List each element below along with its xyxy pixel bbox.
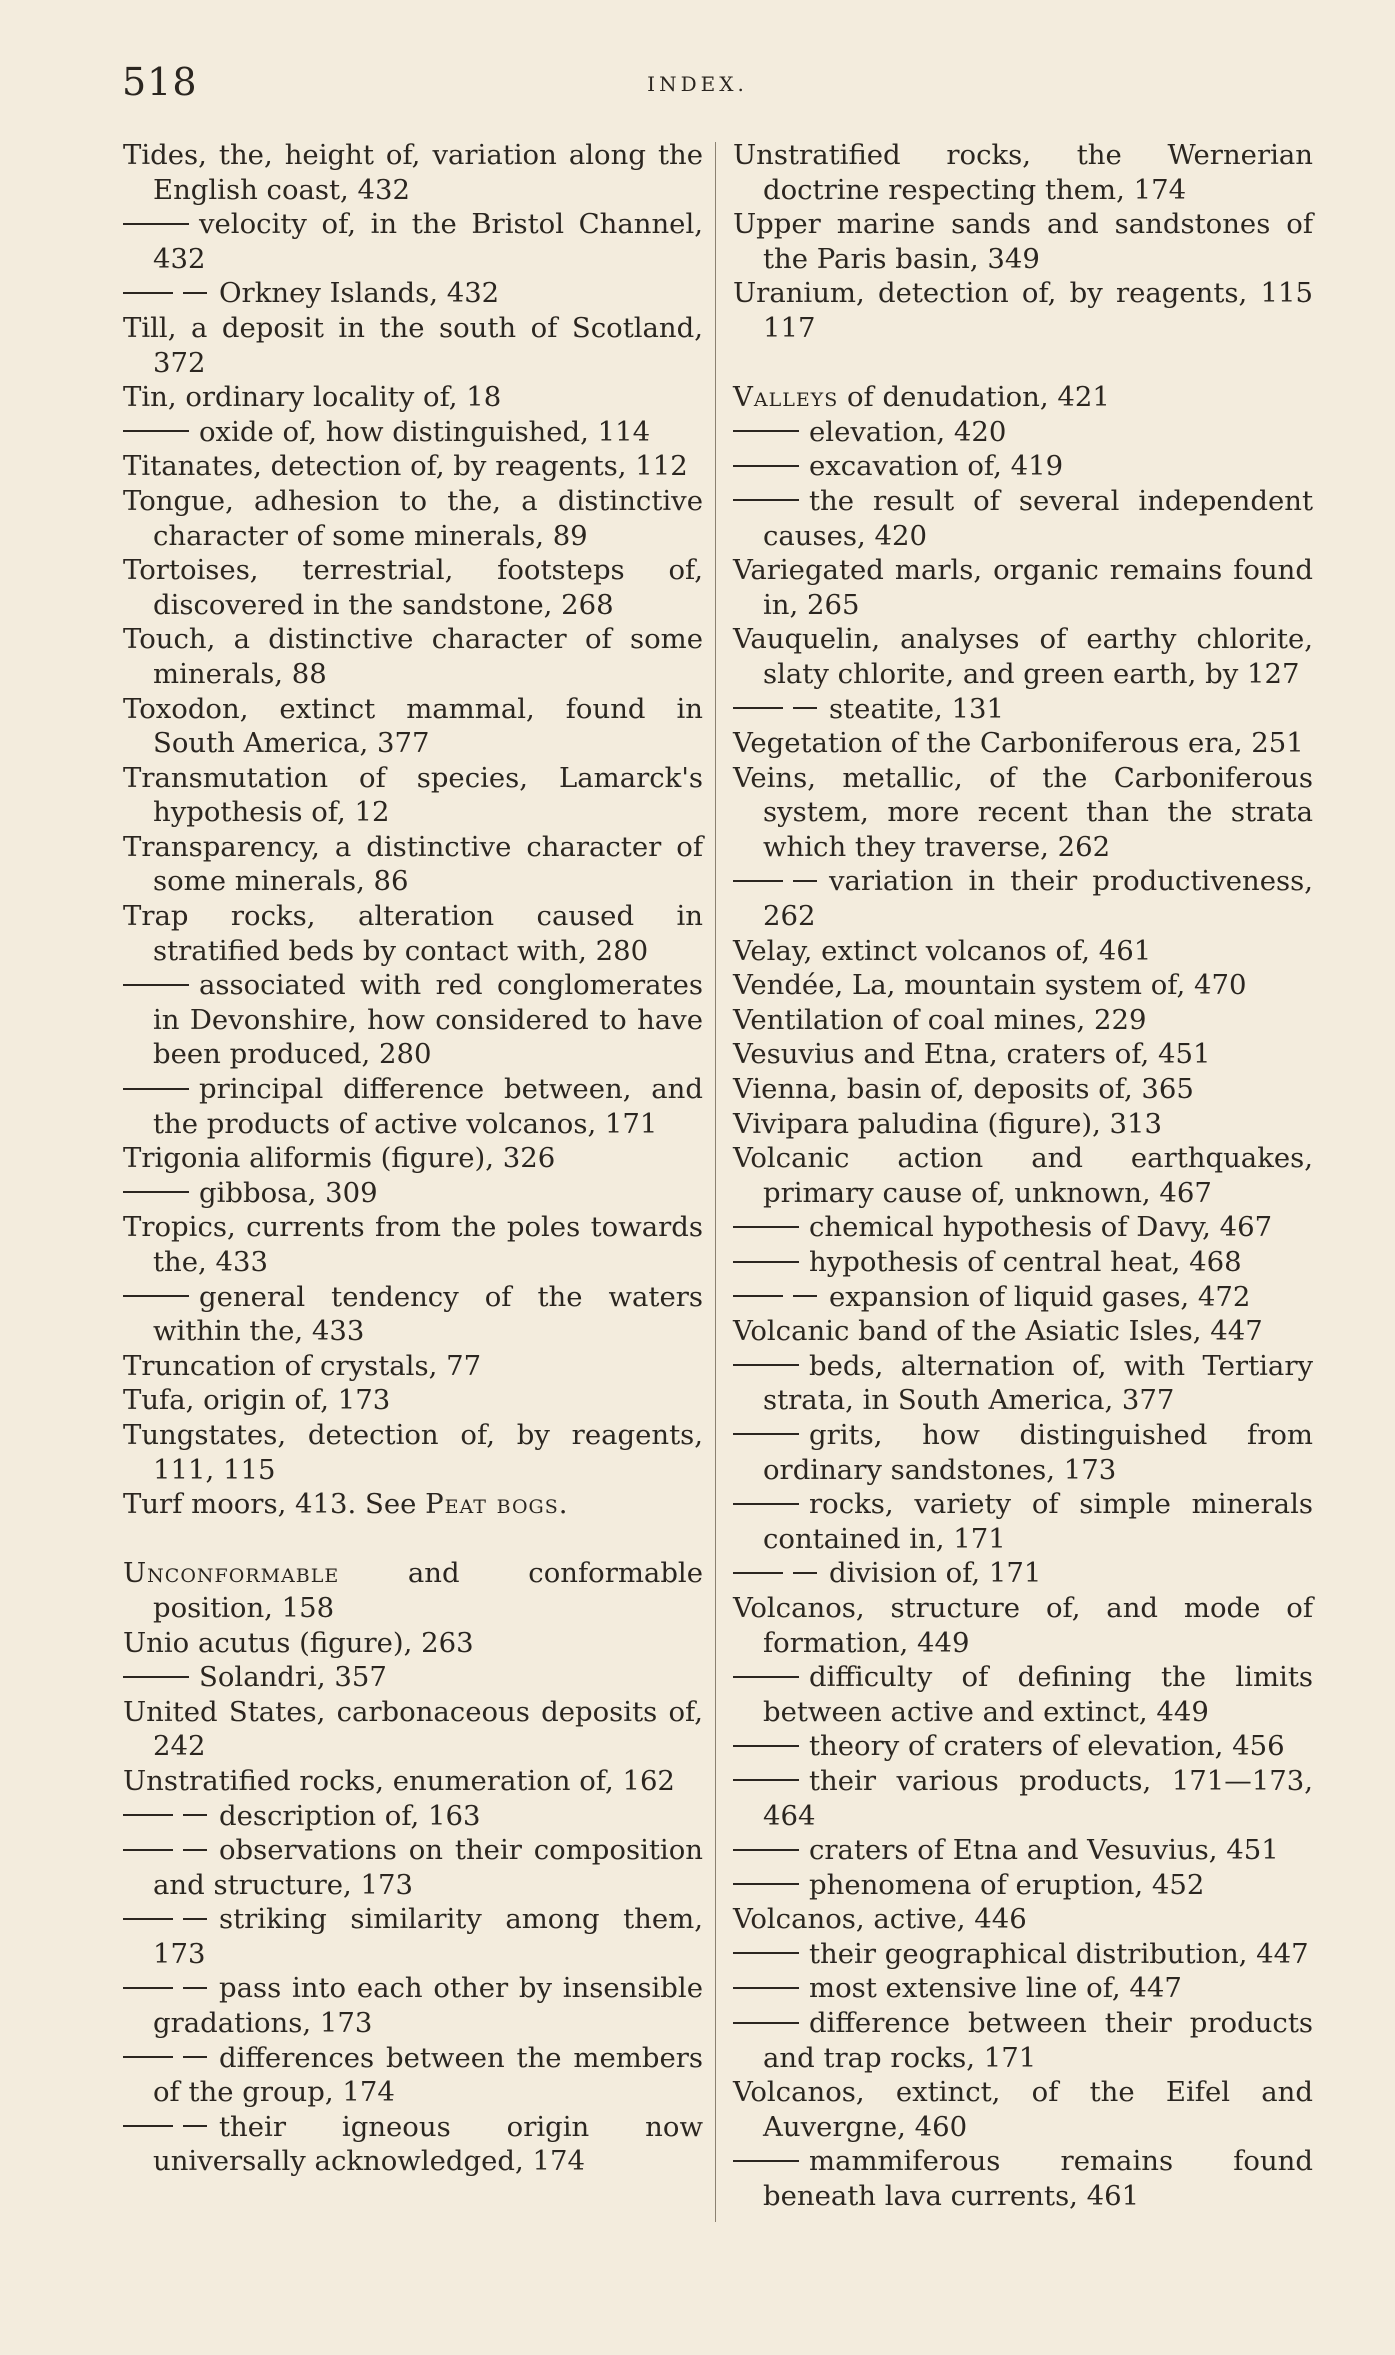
entry-text: difficulty of defining the limits between active and extinct, 449 [763, 1661, 1313, 1728]
index-subentry [123, 1799, 703, 1834]
index-entry [123, 1487, 703, 1522]
entry-text: variation in their productiveness, 262 [763, 865, 1313, 933]
entry-text: Vendée, La, mountain system of, 470 [733, 969, 1247, 1002]
entry-text: Orkney Islands, 432 [219, 277, 500, 310]
index-column-left [123, 138, 703, 2179]
index-entry [123, 1764, 703, 1799]
index-subentry [733, 1280, 1313, 1315]
index-subentry [123, 1280, 703, 1349]
index-subentry [123, 1833, 703, 1902]
index-entry [123, 1695, 703, 1764]
section-gap [123, 1522, 703, 1557]
entry-text: Tufa, origin of, 173 [123, 1384, 391, 1417]
index-subentry [733, 1245, 1313, 1280]
entry-text: division of, 171 [829, 1557, 1042, 1590]
entry-text: observations on their composition and structure, 173 [153, 1834, 703, 1901]
index-entry [123, 484, 703, 553]
entry-text: Trigonia aliformis (figure), 326 [123, 1142, 556, 1175]
index-subentry [733, 864, 1313, 933]
index-subentry [733, 1729, 1313, 1764]
index-entry [733, 622, 1313, 691]
ditto-dash [733, 499, 799, 501]
ditto-dash [733, 1779, 799, 1781]
entry-text: grits, how distinguished from ordinary sandstones, 173 [763, 1418, 1313, 1486]
running-head: INDEX. [647, 72, 748, 96]
entry-text: Ventilation of coal mines, 229 [733, 1003, 1147, 1036]
entry-text: Uranium, detection of, by reagents, 115 117 [733, 277, 1313, 344]
index-subentry [733, 415, 1313, 450]
index-entry [123, 1626, 703, 1661]
entry-text: most extensive line of, 447 [809, 1972, 1182, 2005]
index-subentry [123, 415, 703, 450]
entry-text: their geographical distribution, 447 [809, 1937, 1309, 1970]
ditto-dash [793, 1295, 817, 1297]
entry-text: Vauquelin, analyses of earthy chlorite, slaty chlorite, and green earth, by 127 [733, 623, 1313, 690]
index-subentry [123, 207, 703, 276]
entry-text: rocks, variety of simple minerals contained in, 171 [763, 1488, 1313, 1555]
entry-text: Volcanos, structure of, and mode of formation, 449 [733, 1591, 1313, 1659]
ditto-dash [733, 1261, 799, 1263]
entry-text: description of, 163 [219, 1799, 481, 1832]
entry-text: steatite, 131 [829, 692, 1004, 725]
index-entry [733, 1072, 1313, 1107]
index-entry [123, 1141, 703, 1176]
index-entry [733, 761, 1313, 865]
ditto-dash [793, 880, 817, 882]
index-subentry [733, 1764, 1313, 1833]
index-subentry [733, 2144, 1313, 2213]
ditto-dash [123, 292, 173, 294]
entry-text: their various products, 171—173, 464 [763, 1764, 1313, 1832]
index-entry [733, 1037, 1313, 1072]
entry-text: theory of craters of elevation, 456 [809, 1730, 1285, 1763]
ditto-dash [733, 465, 799, 467]
entry-text: Tropics, currents from the poles towards the, 433 [123, 1211, 703, 1278]
index-entry [123, 1556, 703, 1625]
index-entry [123, 622, 703, 691]
ditto-dash [733, 1952, 799, 1954]
section-gap [733, 346, 1313, 381]
ditto-dash [183, 1849, 207, 1851]
entry-text: Touch, a distinctive character of some minerals, 88 [123, 623, 703, 690]
ditto-dash [123, 1088, 189, 1090]
entry-text: hypothesis of central heat, 468 [809, 1246, 1242, 1278]
ditto-dash [733, 707, 783, 709]
entry-text: Volcanic band of the Asiatic Isles, 447 [733, 1315, 1263, 1348]
index-entry [123, 830, 703, 899]
entry-text: gibbosa, 309 [199, 1176, 378, 1209]
entry-text: Trap rocks, alteration caused in stratified beds by contact with, 280 [123, 900, 703, 967]
ditto-dash [733, 1849, 799, 1851]
ditto-dash [123, 1814, 173, 1816]
index-subentry [733, 1937, 1313, 1972]
index-entry [123, 1210, 703, 1279]
index-entry [123, 380, 703, 415]
ditto-dash [183, 1814, 207, 1816]
index-subentry [123, 1660, 703, 1695]
index-subentry [123, 2110, 703, 2179]
index-subentry [123, 1176, 703, 1211]
ditto-dash [733, 1503, 799, 1505]
index-subentry [733, 692, 1313, 727]
entry-text: Transparency, a distinctive character of some minerals, 86 [123, 830, 703, 898]
index-entry [123, 899, 703, 968]
index-entry [733, 1141, 1313, 1210]
column-divider [715, 142, 716, 2222]
index-entry [123, 138, 703, 207]
entry-text: Till, a deposit in the south of Scotland, 372 [123, 311, 703, 379]
entry-text: craters of Etna and Vesuvius, 451 [809, 1834, 1279, 1867]
ditto-dash [733, 1226, 799, 1228]
entry-text: Volcanic action and earthquakes, primary cause of, unknown, 467 [733, 1142, 1313, 1209]
index-entry [123, 1383, 703, 1418]
index-entry [733, 553, 1313, 622]
index-subentry [733, 1660, 1313, 1729]
entry-text: velocity of, in the Bristol Channel, 432 [153, 208, 703, 275]
ditto-dash [733, 1572, 783, 1574]
ditto-dash [733, 1364, 799, 1366]
entry-text: Turf moors, 413. See [123, 1488, 426, 1521]
entry-text: Unstratified rocks, enumeration of, 162 [123, 1764, 675, 1797]
index-subentry [733, 1868, 1313, 1903]
ditto-dash [123, 1849, 173, 1851]
ditto-dash [793, 1572, 817, 1574]
index-entry [123, 449, 703, 484]
index-entry [733, 934, 1313, 969]
entry-text: and conformable position, 158 [153, 1557, 703, 1624]
entry-text: Vegetation of the Carboniferous era, 251 [733, 727, 1304, 760]
entry-text: Variegated marls, organic remains found in, 265 [733, 554, 1313, 621]
entry-text: pass into each other by insensible gradations, 173 [153, 1972, 703, 2040]
ditto-dash [183, 2125, 207, 2127]
entry-text: Tides, the, height of, variation along the English coast, 432 [123, 139, 703, 206]
index-subentry [123, 1902, 703, 1971]
index-subentry [123, 276, 703, 311]
entry-text: expansion of liquid gases, 472 [829, 1280, 1251, 1313]
ditto-dash [183, 2056, 207, 2058]
index-subentry [733, 484, 1313, 553]
index-subentry [733, 1971, 1313, 2006]
ditto-dash [733, 1295, 783, 1297]
index-entry [733, 276, 1313, 345]
index-entry [733, 138, 1313, 207]
entry-text: Transmutation of species, Lamarck's hypothesis of, 12 [123, 761, 703, 829]
entry-text: the result of several independent causes, 420 [763, 484, 1313, 552]
index-entry [733, 207, 1313, 276]
entry-text: Vivipara paludina (figure), 313 [733, 1107, 1163, 1140]
ditto-dash [733, 1883, 799, 1885]
entry-text: Vienna, basin of, deposits of, 365 [733, 1073, 1194, 1106]
entry-text: Tongue, adhesion to the, a distinctive character of some minerals, 89 [123, 484, 703, 552]
entry-text: Veins, metallic, of the Carboniferous system, more recent than the strata which they traverse, 262 [733, 761, 1313, 863]
index-entry [733, 1314, 1313, 1349]
index-entry [733, 1591, 1313, 1660]
entry-text: differences between the members of the group, 174 [153, 2041, 703, 2109]
section-headword: Unconformable [123, 1557, 340, 1590]
ditto-dash [183, 1987, 207, 1989]
entry-text: excavation of, 419 [809, 450, 1064, 483]
index-entry [733, 968, 1313, 1003]
index-entry [733, 726, 1313, 761]
ditto-dash [123, 1676, 189, 1678]
entry-text: associated with red conglomerates in Devonshire, how considered to have been produced, 280 [153, 969, 703, 1071]
entry-text: Unio acutus (figure), 263 [123, 1626, 474, 1659]
entry-text: striking similarity among them, 173 [153, 1903, 703, 1970]
ditto-dash [123, 430, 189, 432]
index-entry [733, 2075, 1313, 2144]
ditto-dash [733, 1676, 799, 1678]
index-entry [123, 692, 703, 761]
entry-text: Solandri, 357 [199, 1661, 387, 1694]
ditto-dash [123, 1987, 173, 1989]
index-subentry [733, 1349, 1313, 1418]
entry-text: Unstratified rocks, the Wernerian doctrine respecting them, 174 [733, 139, 1313, 206]
index-entry [123, 1349, 703, 1384]
entry-text: chemical hypothesis of Davy, 467 [809, 1211, 1273, 1244]
index-entry [123, 1418, 703, 1487]
ditto-dash [733, 430, 799, 432]
index-subentry [733, 1210, 1313, 1245]
index-column-right [733, 138, 1313, 2214]
page-number: 518 [122, 60, 198, 104]
entry-text: Velay, extinct volcanos of, 461 [733, 934, 1152, 967]
ditto-dash [123, 984, 189, 986]
index-subentry [123, 2041, 703, 2110]
cross-reference: Peat bogs. [425, 1488, 569, 1521]
section-headword: Valleys [733, 381, 839, 414]
index-subentry [733, 2006, 1313, 2075]
ditto-dash [733, 1987, 799, 1989]
entry-text: mammiferous remains found beneath lava currents, 461 [763, 2145, 1313, 2213]
ditto-dash [123, 2056, 173, 2058]
index-subentry [733, 1487, 1313, 1556]
index-subentry [123, 1971, 703, 2040]
entry-text: Vesuvius and Etna, craters of, 451 [733, 1038, 1211, 1071]
ditto-dash [183, 1918, 207, 1920]
entry-text: Upper marine sands and sandstones of the Paris basin, 349 [733, 208, 1313, 275]
ditto-dash [123, 223, 189, 225]
index-entry [733, 380, 1313, 415]
index-subentry [733, 1556, 1313, 1591]
index-subentry [733, 1418, 1313, 1487]
entry-text: their igneous origin now universally acknowledged, 174 [153, 2110, 703, 2178]
entry-text: Toxodon, extinct mammal, found in South America, 377 [123, 692, 703, 760]
entry-text: Tungstates, detection of, by reagents, 111, 115 [123, 1418, 703, 1486]
entry-text: phenomena of eruption, 452 [809, 1868, 1205, 1901]
entry-text: Tortoises, terrestrial, footsteps of, discovered in the sandstone, 268 [123, 554, 703, 621]
ditto-dash [733, 2022, 799, 2024]
entry-text: Volcanos, active, 446 [733, 1903, 1027, 1936]
ditto-dash [793, 707, 817, 709]
entry-text: Titanates, detection of, by reagents, 112 [123, 450, 688, 483]
index-subentry [123, 968, 703, 1072]
ditto-dash [183, 292, 207, 294]
index-entry [733, 1107, 1313, 1142]
entry-text: Tin, ordinary locality of, 18 [123, 381, 502, 414]
entry-text: beds, alternation of, with Tertiary strata, in South America, 377 [763, 1349, 1313, 1417]
index-subentry [733, 449, 1313, 484]
ditto-dash [123, 1918, 173, 1920]
index-entry [733, 1902, 1313, 1937]
entry-text: oxide of, how distinguished, 114 [199, 415, 651, 448]
ditto-dash [123, 2125, 173, 2127]
index-entry [123, 311, 703, 380]
index-entry [123, 553, 703, 622]
index-subentry [733, 1833, 1313, 1868]
entry-text: difference between their products and trap rocks, 171 [763, 2007, 1313, 2074]
entry-text: of denudation, 421 [838, 381, 1110, 414]
entry-text: United States, carbonaceous deposits of, 242 [123, 1695, 703, 1763]
index-entry [733, 1003, 1313, 1038]
index-subentry [123, 1072, 703, 1141]
ditto-dash [733, 880, 783, 882]
entry-text: principal difference between, and the products of active volcanos, 171 [153, 1073, 703, 1140]
ditto-dash [733, 1745, 799, 1747]
entry-text: Volcanos, extinct, of the Eifel and Auvergne, 460 [733, 2076, 1313, 2143]
entry-text: Truncation of crystals, 77 [123, 1349, 482, 1382]
ditto-dash [123, 1191, 189, 1193]
ditto-dash [733, 1433, 799, 1435]
ditto-dash [733, 2160, 799, 2162]
entry-text: elevation, 420 [809, 415, 1007, 448]
entry-text: general tendency of the waters within the, 433 [153, 1280, 703, 1348]
ditto-dash [123, 1295, 189, 1297]
index-entry [123, 761, 703, 830]
